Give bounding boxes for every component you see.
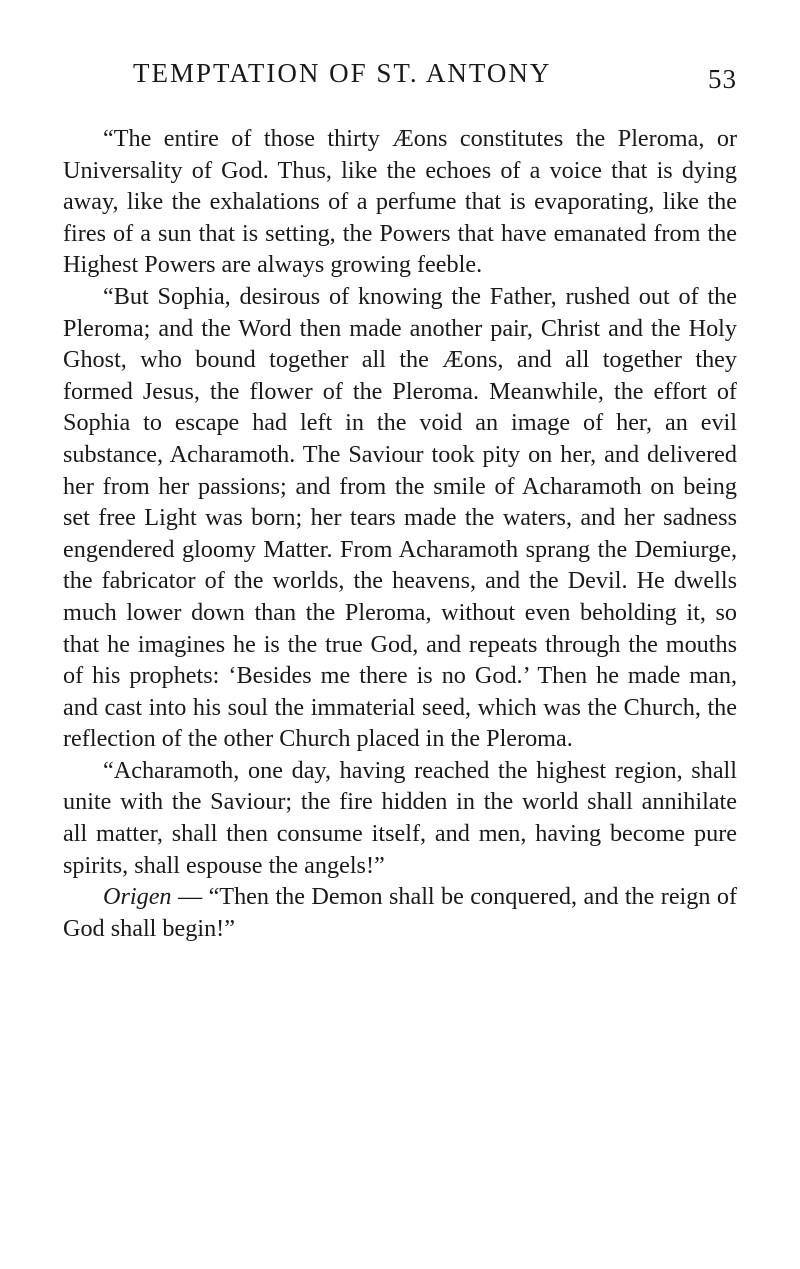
body-text: [63, 123, 737, 944]
speech-text: “Then the Demon shall be conquered, and the reign of God shall begin!”: [63, 883, 738, 942]
paragraph: “Acharamoth, one day, having reached the highest region, shall unite with the Saviour; the fire hidden in the world shall annihilate all matter, shall then consume itself, and men, having become pure spirits, shall espouse the angels!”: [63, 756, 737, 879]
paragraph: “But Sophia, desirous of knowing the Father, rushed out of the Pleroma; and the Word then made another pair, Christ and the Holy Ghost, who bound together all the Æons, and all together they formed Jesus, the flower of the Pleroma. Meanwhile, the effort of Sophia to escape had left in the void an image of her, an evil substance, Acharamoth. The Saviour took pity on her, and delivered her from her passions; and from the smile of Acharamoth on being set free Light was born; her tears made the waters, and her sadness engendered gloomy Matter. From Acharamoth sprang the Demiurge, the fabricator of the worlds, the heavens, and the Devil. He dwells much lower down than the Pleroma, without even beholding it, so that he imagines he is the true God, and repeats through the mouths of his prophets: ‘Besides me there is no God.’ Then he made man, and cast into his soul the immaterial seed, which was the Church, the reflection of the other Church placed in the Pleroma.: [63, 282, 737, 753]
speech-paragraph: [63, 881, 737, 944]
page-number: 53: [708, 64, 737, 94]
speech-dash: —: [177, 883, 203, 911]
running-head: [63, 54, 737, 98]
speaker-name: Origen: [103, 883, 172, 911]
paragraph: “The entire of those thirty Æons constitutes the Pleroma, or Universality of God. Thus, like the echoes of a voice that is dying away, like the exhalations of a perfume that is evaporating, like the fires of a sun that is setting, the Powers that have emanated from the Highest Powers are always growing feeble.: [63, 125, 737, 279]
running-title: TEMPTATION OF ST. ANTONY: [133, 58, 552, 88]
book-page: [63, 54, 737, 944]
